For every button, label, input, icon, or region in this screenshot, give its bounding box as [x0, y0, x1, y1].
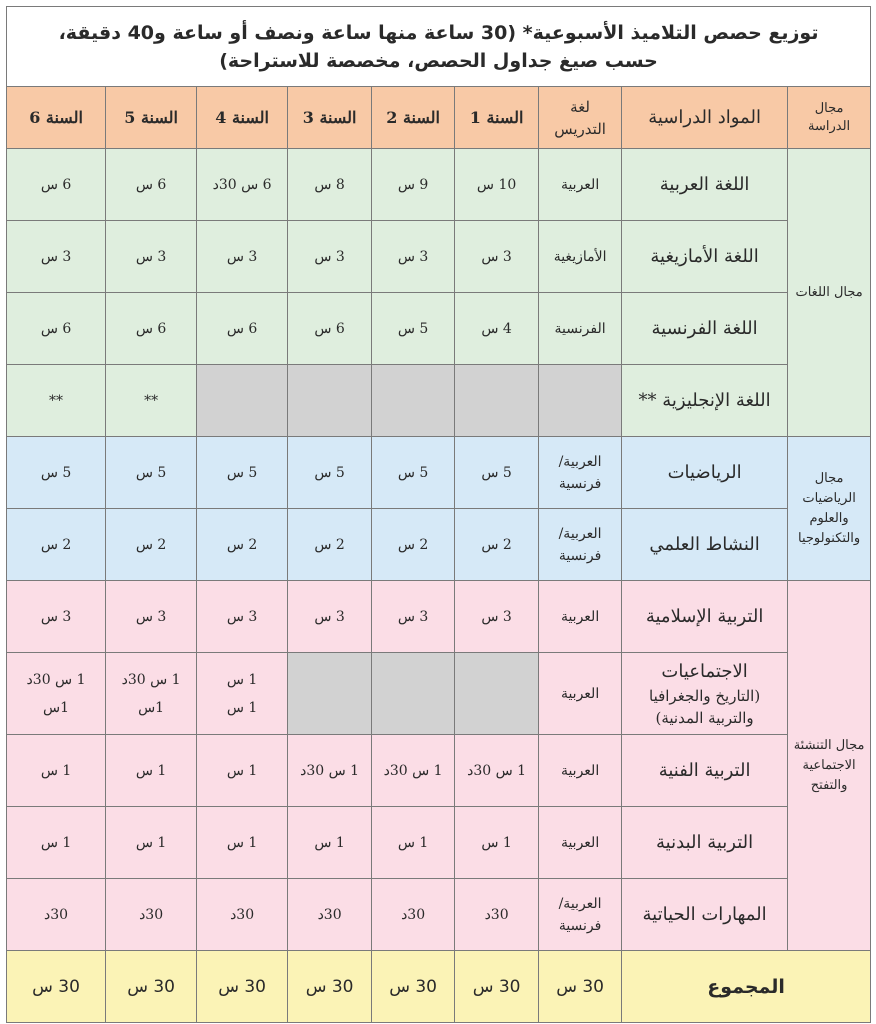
- value-cell: 3 س: [455, 581, 539, 653]
- value-cell: 3 س: [372, 581, 455, 653]
- value-cell: 2 س: [7, 509, 106, 581]
- subject-cell: اللغة العربية: [622, 149, 788, 221]
- value-cell: **: [106, 365, 197, 437]
- table-row: [7, 581, 871, 653]
- language-cell: العربية: [539, 149, 622, 221]
- header-year-4: السنة 4: [197, 87, 288, 149]
- subject-cell: التربية الفنية: [622, 735, 788, 807]
- value-cell-empty: [455, 653, 539, 735]
- table-row: [7, 653, 871, 735]
- value-cell: 1 س 30د: [455, 735, 539, 807]
- value-cell: 6 س: [7, 149, 106, 221]
- total-cell: 30 س: [197, 951, 288, 1023]
- value-cell: 1 س: [197, 807, 288, 879]
- value-cell: **: [7, 365, 106, 437]
- subject-cell: المهارات الحياتية: [622, 879, 788, 951]
- value-cell: 30د: [7, 879, 106, 951]
- value-cell: 3 س: [106, 581, 197, 653]
- value-cell: 2 س: [372, 509, 455, 581]
- table-row: [7, 365, 871, 437]
- language-cell: العربية/ فرنسية: [539, 437, 622, 509]
- value-cell: 6 س: [106, 293, 197, 365]
- subject-cell: اللغة الفرنسية: [622, 293, 788, 365]
- value-cell: 9 س: [372, 149, 455, 221]
- field-math: مجال الرياضيات والعلوم والتكنولوجيا: [788, 437, 871, 581]
- language-cell: العربية: [539, 653, 622, 735]
- value-cell: 1 س: [197, 735, 288, 807]
- language-cell: الفرنسية: [539, 293, 622, 365]
- table-row: [7, 221, 871, 293]
- weekly-hours-table-container: [6, 6, 870, 1018]
- total-row: [7, 951, 871, 1023]
- value-cell: 6 س: [7, 293, 106, 365]
- value-cell: 6 س 30د: [197, 149, 288, 221]
- total-cell: 30 س: [288, 951, 372, 1023]
- subject-cell: اللغة الإنجليزية **: [622, 365, 788, 437]
- header-year-2: السنة 2: [372, 87, 455, 149]
- value-cell: 3 س: [197, 581, 288, 653]
- value-cell: 1 س: [7, 735, 106, 807]
- header-year-1: السنة 1: [455, 87, 539, 149]
- value-cell: 1 س: [106, 735, 197, 807]
- value-cell: 1 س: [372, 807, 455, 879]
- value-cell: 2 س: [455, 509, 539, 581]
- value-cell: 30د: [106, 879, 197, 951]
- value-cell: 1 س 30د: [288, 735, 372, 807]
- value-cell: 30د: [288, 879, 372, 951]
- value-line: 1 س 30د: [121, 671, 181, 688]
- value-cell: 6 س: [106, 149, 197, 221]
- value-cell: 30د: [455, 879, 539, 951]
- language-cell: العربية/ فرنسية: [539, 509, 622, 581]
- value-cell: 3 س: [288, 221, 372, 293]
- value-cell: 1 س 30د: [372, 735, 455, 807]
- field-social: مجال التنشئة الاجتماعية والتفتح: [788, 581, 871, 951]
- value-cell: 5 س: [372, 437, 455, 509]
- language-cell-empty: [539, 365, 622, 437]
- subject-cell: [622, 653, 788, 735]
- value-line: 1 س 30د: [26, 671, 86, 688]
- value-cell-empty: [372, 653, 455, 735]
- weekly-hours-table: [6, 6, 871, 1023]
- header-year-5: السنة 5: [106, 87, 197, 149]
- value-cell: 5 س: [197, 437, 288, 509]
- total-cell: 30 س: [372, 951, 455, 1023]
- table-row: [7, 879, 871, 951]
- value-cell: 2 س: [106, 509, 197, 581]
- value-cell: 3 س: [7, 581, 106, 653]
- value-cell: 2 س: [288, 509, 372, 581]
- table-title-line2: حسب صيغ جداول الحصص، مخصصة للاستراحة): [219, 49, 658, 72]
- value-cell: 10 س: [455, 149, 539, 221]
- field-languages: مجال اللغات: [788, 149, 871, 437]
- value-cell: 6 س: [288, 293, 372, 365]
- total-cell: 30 س: [106, 951, 197, 1023]
- table-row: [7, 807, 871, 879]
- language-cell: العربية: [539, 735, 622, 807]
- value-cell: [7, 653, 106, 735]
- value-cell: 1 س: [7, 807, 106, 879]
- value-cell: 30د: [372, 879, 455, 951]
- value-line: 1 س: [226, 699, 258, 716]
- value-cell: 3 س: [288, 581, 372, 653]
- total-cell: 30 س: [7, 951, 106, 1023]
- value-cell: 3 س: [372, 221, 455, 293]
- header-year-3: السنة 3: [288, 87, 372, 149]
- header-row: [7, 87, 871, 149]
- table-row: [7, 735, 871, 807]
- language-cell: العربية/ فرنسية: [539, 879, 622, 951]
- value-cell: 5 س: [372, 293, 455, 365]
- subject-cell: النشاط العلمي: [622, 509, 788, 581]
- table-row: [7, 293, 871, 365]
- value-cell: 1 س: [288, 807, 372, 879]
- value-cell: 3 س: [197, 221, 288, 293]
- value-cell: 3 س: [7, 221, 106, 293]
- value-cell: 1 س: [106, 807, 197, 879]
- table-title-line1: توزيع حصص التلاميذ الأسبوعية* (30 ساعة منها ساعة ونصف أو ساعة و40 دقيقة،: [58, 21, 819, 44]
- value-cell: 4 س: [455, 293, 539, 365]
- value-cell-empty: [288, 653, 372, 735]
- value-cell-empty: [455, 365, 539, 437]
- subject-title: الاجتماعيات: [661, 660, 748, 682]
- value-cell: 30د: [197, 879, 288, 951]
- header-language: لغة التدريس: [539, 87, 622, 149]
- value-line: 1س: [43, 699, 70, 716]
- value-cell: 3 س: [455, 221, 539, 293]
- value-cell: 8 س: [288, 149, 372, 221]
- language-cell: العربية: [539, 581, 622, 653]
- value-line: 1س: [138, 699, 165, 716]
- subject-cell: اللغة الأمازيغية: [622, 221, 788, 293]
- total-cell: 30 س: [539, 951, 622, 1023]
- total-cell: 30 س: [455, 951, 539, 1023]
- value-cell: 5 س: [288, 437, 372, 509]
- total-label: المجموع: [622, 951, 871, 1023]
- subject-cell: الرياضيات: [622, 437, 788, 509]
- value-cell-empty: [288, 365, 372, 437]
- value-cell: 6 س: [197, 293, 288, 365]
- table-row: [7, 509, 871, 581]
- language-cell: العربية: [539, 807, 622, 879]
- header-field: مجال الدراسة: [788, 87, 871, 149]
- value-cell: 5 س: [7, 437, 106, 509]
- subject-subtitle: (التاريخ والجغرافيا والتربية المدنية): [649, 686, 761, 727]
- value-cell: [106, 653, 197, 735]
- table-title: [7, 7, 871, 87]
- table-row: [7, 437, 871, 509]
- header-subjects: المواد الدراسية: [622, 87, 788, 149]
- value-line: 1 س: [226, 671, 258, 688]
- language-cell: الأمازيغية: [539, 221, 622, 293]
- subject-cell: التربية البدنية: [622, 807, 788, 879]
- table-row: [7, 149, 871, 221]
- value-cell: [197, 653, 288, 735]
- subject-cell: التربية الإسلامية: [622, 581, 788, 653]
- value-cell-empty: [197, 365, 288, 437]
- value-cell: 5 س: [455, 437, 539, 509]
- value-cell: 3 س: [106, 221, 197, 293]
- value-cell: 1 س: [455, 807, 539, 879]
- value-cell-empty: [372, 365, 455, 437]
- value-cell: 5 س: [106, 437, 197, 509]
- value-cell: 2 س: [197, 509, 288, 581]
- header-year-6: السنة 6: [7, 87, 106, 149]
